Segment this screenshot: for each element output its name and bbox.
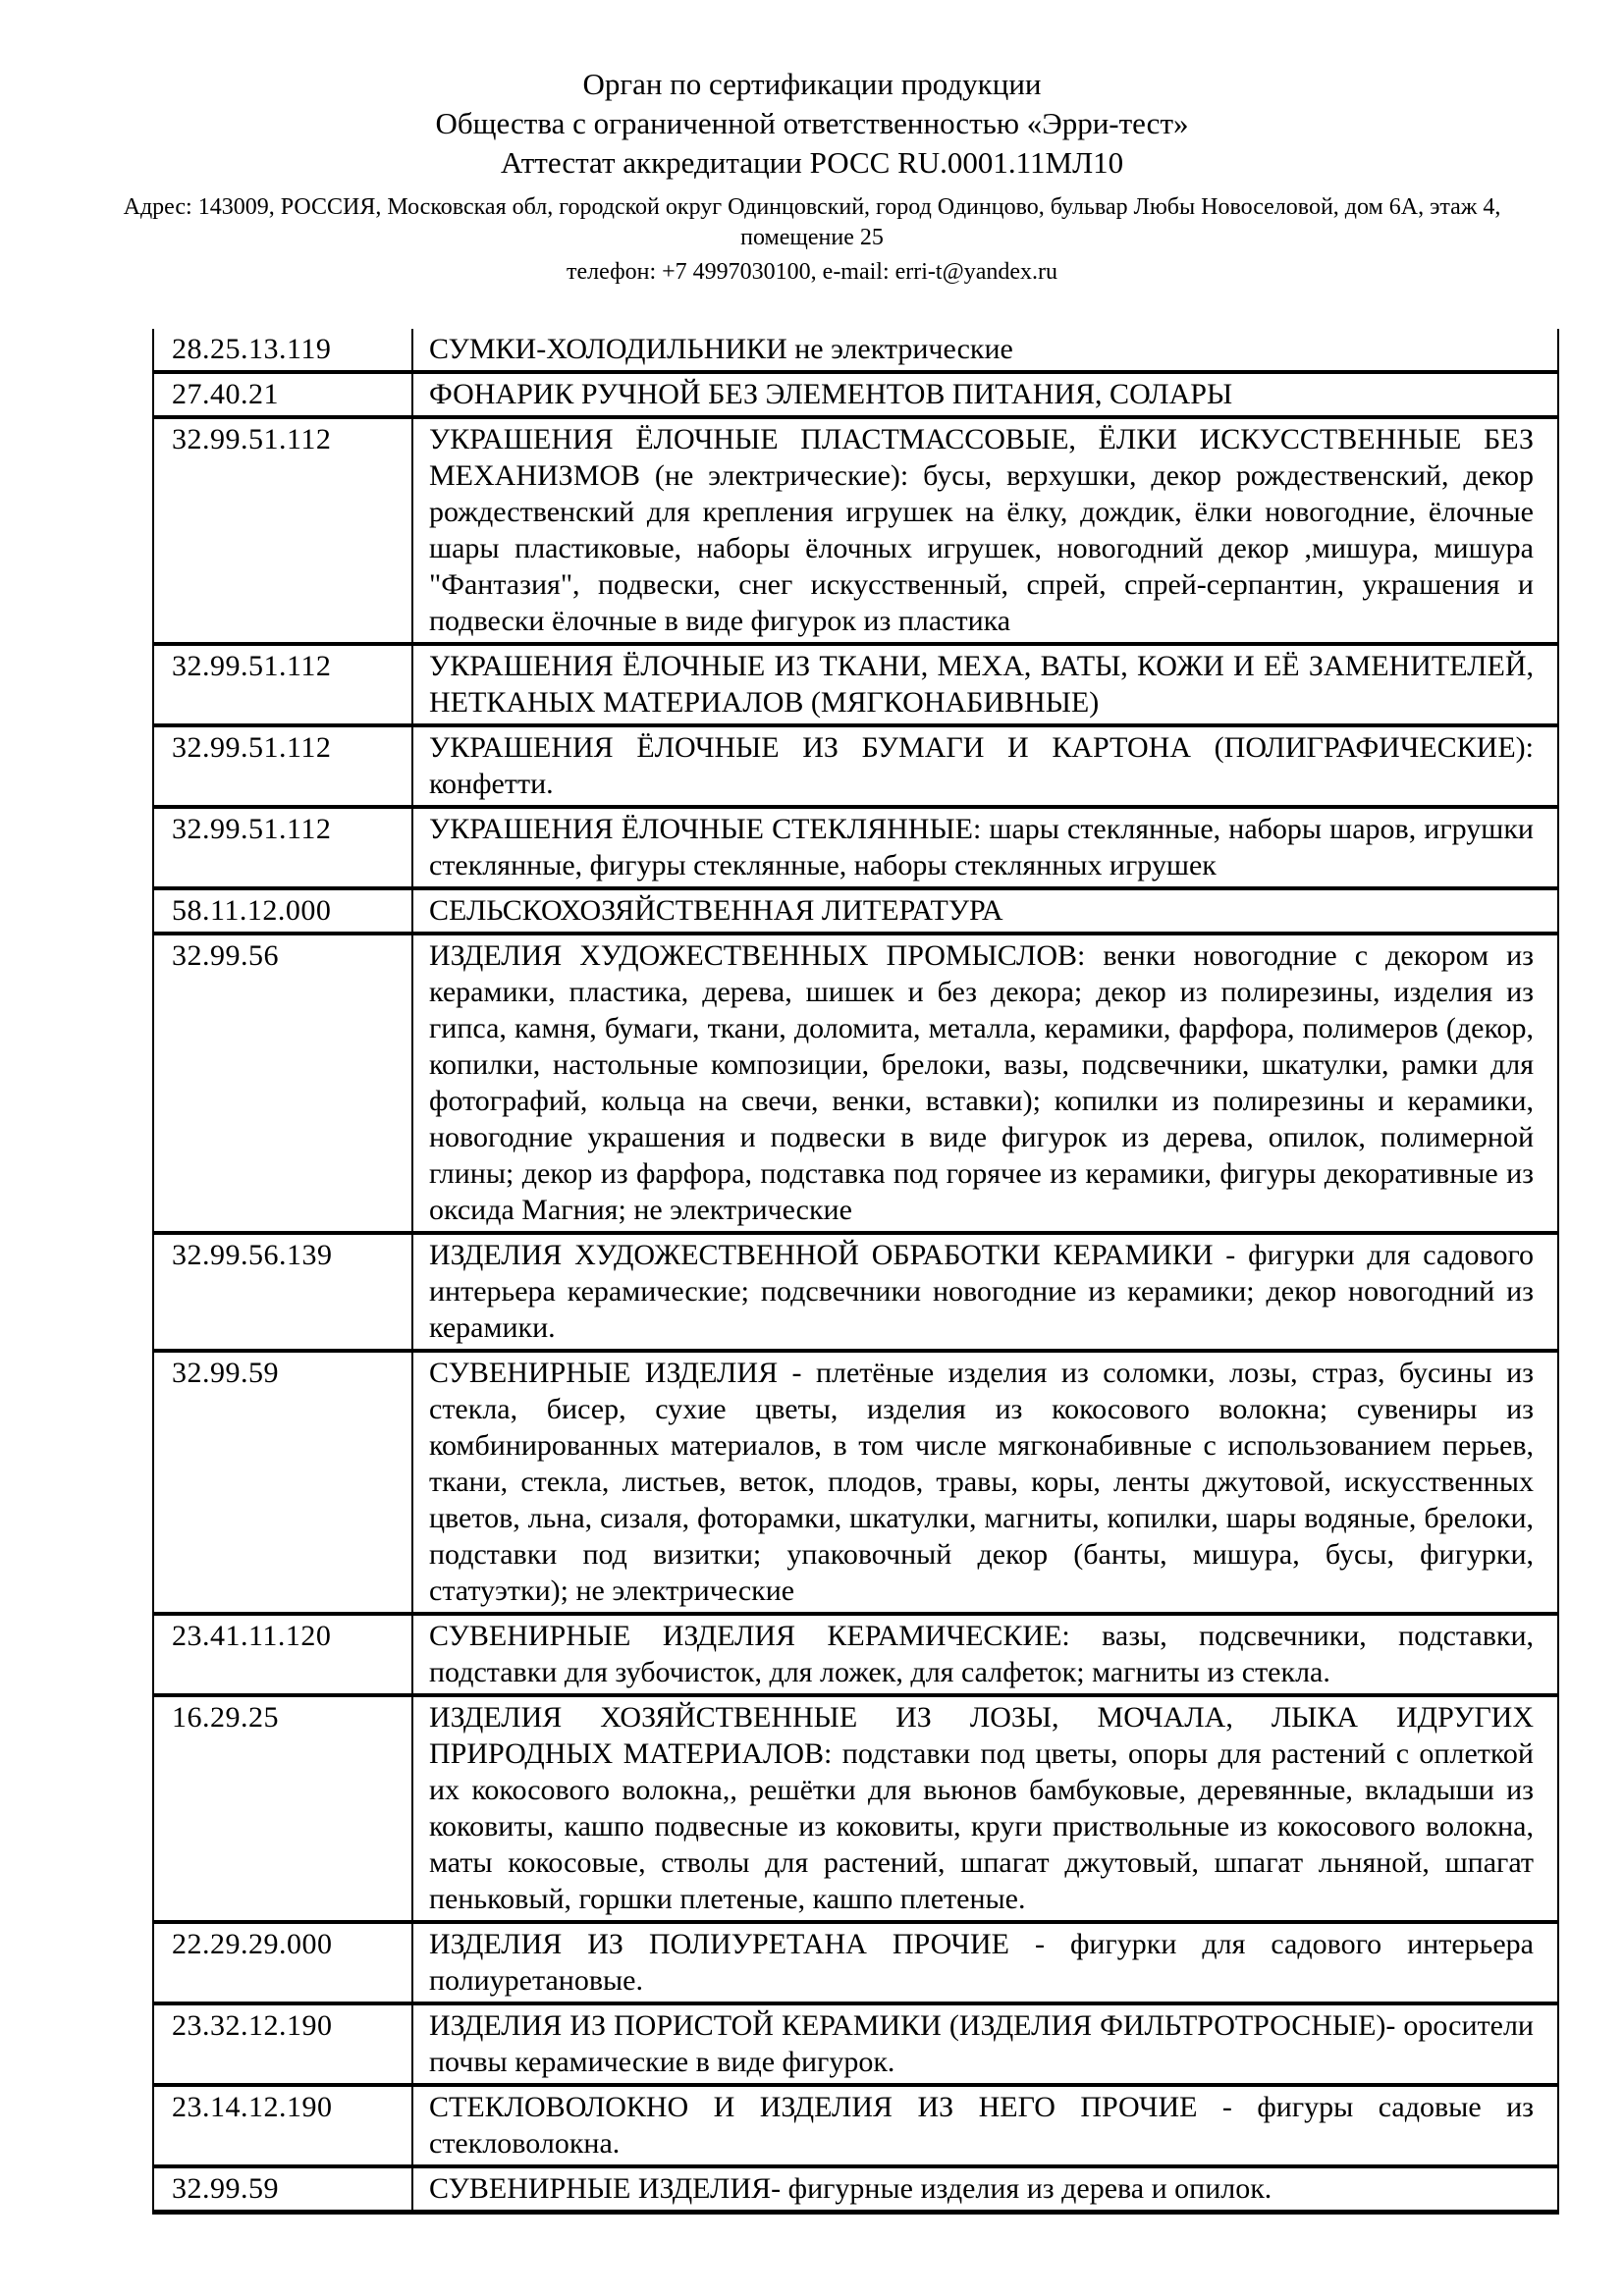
row-description: ИЗДЕЛИЯ ХОЗЯЙСТВЕННЫЕ ИЗ ЛОЗЫ, МОЧАЛА, ЛЫКА ИДРУГИХ ПРИРОДНЫХ МАТЕРИАЛОВ: подставки под цветы, опоры для растений с оплеткой их кокосового волокна,, решётки для вьюнов бамбуковые, деревянные, вкладыши из коковиты, кашпо подвесные из коковиты, круги приствольные из кокосового волокна, маты кокосовые, стволы для растений, шпагат джутовый, шпагат льняной, шпагат пеньковый, горшки плетеные, кашпо плетеные. <box>412 1695 1558 1922</box>
row-code: 27.40.21 <box>153 372 412 417</box>
header-org-name: Общества с ограниченной ответственностью «Эрри-тест» <box>435 106 1189 140</box>
table-row <box>153 807 1558 888</box>
table-row <box>153 934 1558 1233</box>
table-row <box>153 2166 1558 2213</box>
table-row <box>153 1695 1558 1922</box>
address-line-1: Адрес: 143009, РОССИЯ, Московская обл, городской округ Одинцовский, город Одинцово, бульвар Любы Новоселовой, дом 6А, этаж 4, <box>123 194 1501 220</box>
row-code: 32.99.56 <box>153 934 412 1233</box>
row-code: 16.29.25 <box>153 1695 412 1922</box>
row-description: СТЕКЛОВОЛОКНО И ИЗДЕЛИЯ ИЗ НЕГО ПРОЧИЕ - фигуры садовые из стекловолокна. <box>412 2085 1558 2166</box>
table-row <box>153 2003 1558 2085</box>
table-row <box>153 372 1558 417</box>
table-row <box>153 725 1558 807</box>
row-code: 22.29.29.000 <box>153 1922 412 2003</box>
row-description: ИЗДЕЛИЯ ХУДОЖЕСТВЕННЫХ ПРОМЫСЛОВ: венки новогодние с декором из керамики, пластика, дерева, шишек и без декора; декор из полирезины, изделия из гипса, камня, бумаги, ткани, доломита, металла, керамики, фарфора, полимеров (декор, копилки, настольные композиции, брелоки, вазы, подсвечники, шкатулки, рамки для фотографий, кольца на свечи, венки, вставки); копилки из полирезины и керамики, новогодние украшения и подвески в виде фигурок из дерева, опилок, полимерной глины; декор из фарфора, подставка под горячее из керамики, фигуры декоративные из оксида Магния; не электрические <box>412 934 1558 1233</box>
header-org-type: Орган по сертификации продукции <box>582 67 1042 101</box>
row-description: СУВЕНИРНЫЕ ИЗДЕЛИЯ КЕРАМИЧЕСКИЕ: вазы, подсвечники, подставки, подставки для зубочисток, для ложек, для салфеток; магниты из стекла. <box>412 1614 1558 1695</box>
row-code: 28.25.13.119 <box>153 329 412 372</box>
header-accreditation: Аттестат аккредитации РОСС RU.0001.11МЛ10 <box>500 145 1124 180</box>
row-code: 32.99.51.112 <box>153 644 412 725</box>
row-description: УКРАШЕНИЯ ЁЛОЧНЫЕ ИЗ ТКАНИ, МЕХА, ВАТЫ, КОЖИ И ЕЁ ЗАМЕНИТЕЛЕЙ, НЕТКАНЫХ МАТЕРИАЛОВ (МЯГКОНАБИВНЫЕ) <box>412 644 1558 725</box>
table-row <box>153 2085 1558 2166</box>
row-description: УКРАШЕНИЯ ЁЛОЧНЫЕ СТЕКЛЯННЫЕ: шары стеклянные, наборы шаров, игрушки стеклянные, фигуры стеклянные, наборы стеклянных игрушек <box>412 807 1558 888</box>
row-code: 23.32.12.190 <box>153 2003 412 2085</box>
table-row <box>153 888 1558 934</box>
row-code: 32.99.51.112 <box>153 725 412 807</box>
row-code: 58.11.12.000 <box>153 888 412 934</box>
table-row <box>153 1233 1558 1351</box>
row-description: ИЗДЕЛИЯ ИЗ ПОЛИУРЕТАНА ПРОЧИЕ - фигурки для садового интерьера полиуретановые. <box>412 1922 1558 2003</box>
table-row <box>153 417 1558 644</box>
row-description: ИЗДЕЛИЯ ХУДОЖЕСТВЕННОЙ ОБРАБОТКИ КЕРАМИКИ - фигурки для садового интерьера керамические; подсвечники новогодние из керамики; декор новогодний из керамики. <box>412 1233 1558 1351</box>
table-row <box>153 1614 1558 1695</box>
table-row <box>153 1922 1558 2003</box>
row-code: 32.99.51.112 <box>153 417 412 644</box>
contact-line: телефон: +7 4997030100, e-mail: erri-t@yandex.ru <box>567 259 1057 285</box>
row-code: 32.99.59 <box>153 2166 412 2213</box>
table-row <box>153 644 1558 725</box>
row-description: СУМКИ-ХОЛОДИЛЬНИКИ не электрические <box>412 329 1558 372</box>
row-description: СУВЕНИРНЫЕ ИЗДЕЛИЯ - плетёные изделия из соломки, лозы, страз, бусины из стекла, бисер, сухие цветы, изделия из кокосового волокна; сувениры из комбинированных материалов, в том числе мягконабивные с использованием перьев, ткани, стекла, листьев, веток, плодов, травы, коры, ленты джутовой, искусственных цветов, льна, сизаля, фоторамки, шкатулки, магниты, копилки, шары водяные, брелоки, подставки под визитки; упаковочный декор (банты, мишура, бусы, фигурки, статуэтки); не электрические <box>412 1351 1558 1614</box>
row-code: 23.14.12.190 <box>153 2085 412 2166</box>
row-code: 32.99.59 <box>153 1351 412 1614</box>
row-code: 32.99.56.139 <box>153 1233 412 1351</box>
row-description: СЕЛЬСКОХОЗЯЙСТВЕННАЯ ЛИТЕРАТУРА <box>412 888 1558 934</box>
table-row <box>153 1351 1558 1614</box>
row-description: СУВЕНИРНЫЕ ИЗДЕЛИЯ- фигурные изделия из дерева и опилок. <box>412 2166 1558 2213</box>
address-line-2: помещение 25 <box>740 225 884 250</box>
row-code: 23.41.11.120 <box>153 1614 412 1695</box>
table-row <box>153 329 1558 372</box>
row-description: УКРАШЕНИЯ ЁЛОЧНЫЕ ПЛАСТМАССОВЫЕ, ЁЛКИ ИСКУССТВЕННЫЕ БЕЗ МЕХАНИЗМОВ (не электрические): бусы, верхушки, декор рождественский, декор рождественский для крепления игрушек на ёлку, дождик, ёлки новогодние, ёлочные шары пластиковые, наборы ёлочных игрушек, новогодний декор ,мишура, мишура "Фантазия", подвески, снег искусственный, спрей, спрей-серпантин, украшения и подвески ёлочные в виде фигурок из пластика <box>412 417 1558 644</box>
row-code: 32.99.51.112 <box>153 807 412 888</box>
row-description: ИЗДЕЛИЯ ИЗ ПОРИСТОЙ КЕРАМИКИ (ИЗДЕЛИЯ ФИЛЬТРОТРОСНЫЕ)- оросители почвы керамические в виде фигурок. <box>412 2003 1558 2085</box>
address-block <box>0 192 1624 253</box>
product-table-body <box>153 329 1558 2213</box>
row-description: УКРАШЕНИЯ ЁЛОЧНЫЕ ИЗ БУМАГИ И КАРТОНА (ПОЛИГРАФИЧЕСКИЕ): конфетти. <box>412 725 1558 807</box>
product-codes-table <box>152 329 1559 2215</box>
certification-body-header <box>0 65 1624 288</box>
row-description: ФОНАРИК РУЧНОЙ БЕЗ ЭЛЕМЕНТОВ ПИТАНИЯ, СОЛАРЫ <box>412 372 1558 417</box>
